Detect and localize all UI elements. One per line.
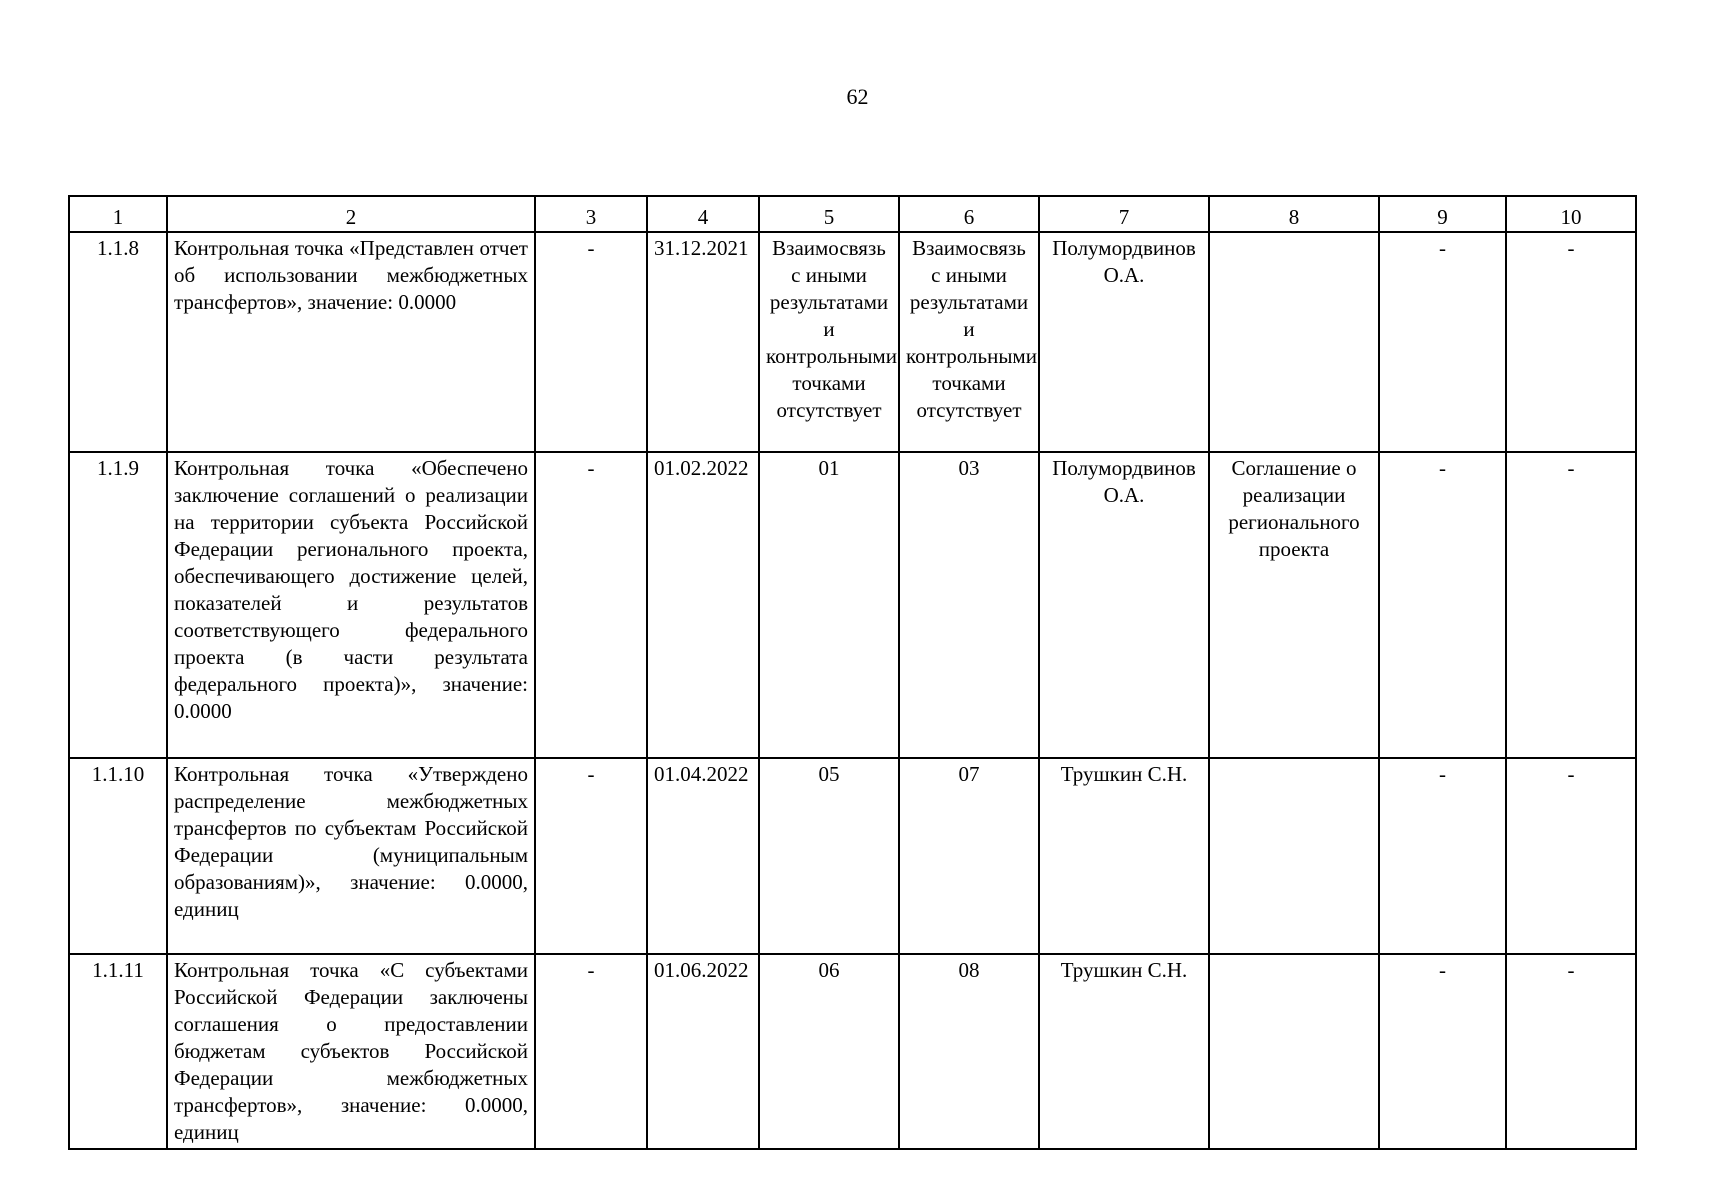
header-cell-9: 9 bbox=[1379, 196, 1506, 232]
row-number: 1.1.9 bbox=[69, 452, 167, 758]
successor-value: 08 bbox=[899, 954, 1039, 1149]
successor-value: 03 bbox=[899, 452, 1039, 758]
document-value bbox=[1209, 232, 1379, 452]
responsible-person: Полумордвинов О.А. bbox=[1039, 452, 1209, 758]
table-row bbox=[69, 232, 1636, 452]
control-point-name: Контрольная точка «С субъектами Российской Федерации заключены соглашения о предоставлении бюджетам субъектов Российской Федерации межбюджетных трансфертов», значение: 0.0000, единиц bbox=[167, 954, 535, 1149]
successor-value: 07 bbox=[899, 758, 1039, 954]
header-row bbox=[69, 196, 1636, 232]
predecessor-value: Взаимосвязь с иными результатами и контрольными точками отсутствует bbox=[759, 232, 899, 452]
responsible-person: Полумордвинов О.А. bbox=[1039, 232, 1209, 452]
header-cell-10: 10 bbox=[1506, 196, 1636, 232]
header-cell-5: 5 bbox=[759, 196, 899, 232]
row-number: 1.1.10 bbox=[69, 758, 167, 954]
header-cell-1: 1 bbox=[69, 196, 167, 232]
col3-value: - bbox=[535, 954, 647, 1149]
control-point-name: Контрольная точка «Утверждено распределение межбюджетных трансфертов по субъектам Российской Федерации (муниципальным образованиям)», значение: 0.0000, единиц bbox=[167, 758, 535, 954]
col9-value: - bbox=[1379, 954, 1506, 1149]
table-row bbox=[69, 954, 1636, 1149]
predecessor-value: 05 bbox=[759, 758, 899, 954]
col3-value: - bbox=[535, 232, 647, 452]
col10-value: - bbox=[1506, 232, 1636, 452]
header-cell-6: 6 bbox=[899, 196, 1039, 232]
col9-value: - bbox=[1379, 758, 1506, 954]
col9-value: - bbox=[1379, 232, 1506, 452]
date-value: 01.06.2022 bbox=[647, 954, 759, 1149]
header-cell-7: 7 bbox=[1039, 196, 1209, 232]
col10-value: - bbox=[1506, 758, 1636, 954]
col9-value: - bbox=[1379, 452, 1506, 758]
document-value bbox=[1209, 758, 1379, 954]
date-value: 31.12.2021 bbox=[647, 232, 759, 452]
col3-value: - bbox=[535, 758, 647, 954]
header-cell-2: 2 bbox=[167, 196, 535, 232]
col10-value: - bbox=[1506, 452, 1636, 758]
col10-value: - bbox=[1506, 954, 1636, 1149]
header-cell-8: 8 bbox=[1209, 196, 1379, 232]
row-number: 1.1.11 bbox=[69, 954, 167, 1149]
col3-value: - bbox=[535, 452, 647, 758]
control-points-table bbox=[68, 195, 1637, 1150]
table-row bbox=[69, 452, 1636, 758]
header-cell-3: 3 bbox=[535, 196, 647, 232]
control-point-name: Контрольная точка «Представлен отчет об использовании межбюджетных трансфертов», значение: 0.0000 bbox=[167, 232, 535, 452]
responsible-person: Трушкин С.Н. bbox=[1039, 758, 1209, 954]
row-number: 1.1.8 bbox=[69, 232, 167, 452]
header-cell-4: 4 bbox=[647, 196, 759, 232]
date-value: 01.02.2022 bbox=[647, 452, 759, 758]
document-value: Соглашение о реализации регионального проекта bbox=[1209, 452, 1379, 758]
date-value: 01.04.2022 bbox=[647, 758, 759, 954]
document-value bbox=[1209, 954, 1379, 1149]
responsible-person: Трушкин С.Н. bbox=[1039, 954, 1209, 1149]
predecessor-value: 06 bbox=[759, 954, 899, 1149]
table-row bbox=[69, 758, 1636, 954]
predecessor-value: 01 bbox=[759, 452, 899, 758]
page-number: 62 bbox=[846, 84, 869, 109]
successor-value: Взаимосвязь с иными результатами и контрольными точками отсутствует bbox=[899, 232, 1039, 452]
control-point-name: Контрольная точка «Обеспечено заключение соглашений о реализации на территории субъекта Российской Федерации регионального проекта, обеспечивающего достижение целей, показателей и результатов соответствующего федерального проекта (в части результата федерального проекта)», значение: 0.0000 bbox=[167, 452, 535, 758]
